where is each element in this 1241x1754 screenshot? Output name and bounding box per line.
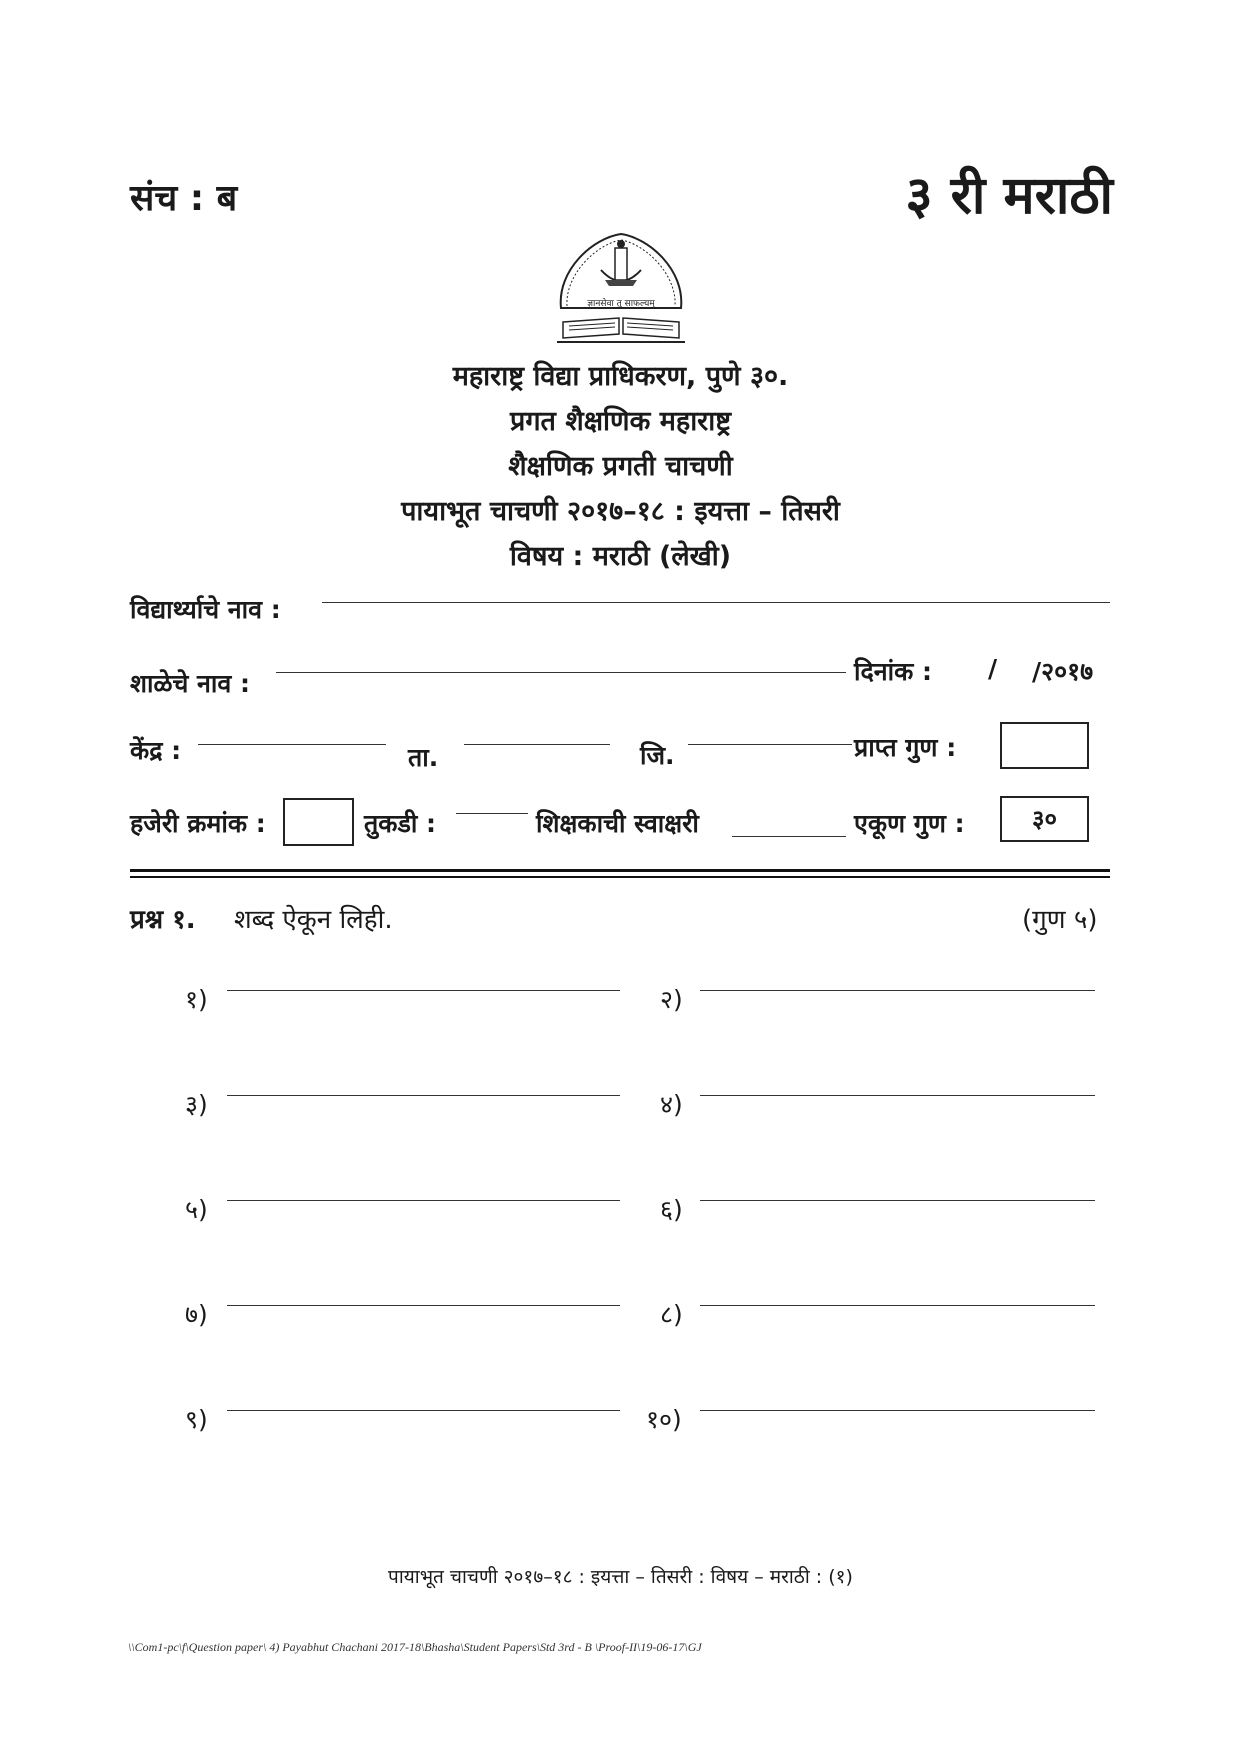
- file-path: \\Com1-pc\f\Question paper\ 4) Payabhut Chachani 2017-18\Bhasha\Student Papers\Std 3rd - B \Proof-II\19-06-17\GJ: [128, 1640, 702, 1654]
- answer-number: २): [660, 985, 683, 1014]
- answer-line[interactable]: [227, 990, 620, 991]
- answer-line[interactable]: [227, 1305, 620, 1306]
- date-separator: /: [988, 654, 998, 683]
- student-name-label: विद्यार्थ्याचे नाव :: [130, 595, 281, 624]
- answer-number: १०): [646, 1405, 682, 1434]
- date-year: /२०१७: [1032, 657, 1094, 686]
- roll-number-box[interactable]: [283, 798, 354, 846]
- answer-number: ३): [185, 1090, 208, 1119]
- answer-number: १): [185, 985, 208, 1014]
- set-label: संच : ब: [130, 178, 238, 219]
- board-logo-icon: [553, 230, 689, 348]
- total-marks-label: एकूण गुण :: [854, 809, 965, 838]
- answer-number: ५): [185, 1195, 208, 1224]
- student-name-field[interactable]: [322, 602, 1110, 603]
- taluka-field[interactable]: [464, 744, 610, 745]
- answer-line[interactable]: [700, 1305, 1095, 1306]
- answer-line[interactable]: [227, 1410, 620, 1411]
- test-name: शैक्षणिक प्रगती चाचणी: [508, 451, 733, 482]
- division-field[interactable]: [456, 813, 528, 814]
- answer-number: ६): [660, 1195, 683, 1224]
- question-marks: (गुण ५): [1022, 905, 1098, 935]
- answer-line[interactable]: [700, 990, 1095, 991]
- answer-line[interactable]: [700, 1095, 1095, 1096]
- separator-bottom: [130, 876, 1110, 878]
- school-name-field[interactable]: [276, 672, 846, 673]
- logo-motto: ज्ञानसेवा तु साफल्यम्: [587, 299, 655, 309]
- answer-line[interactable]: [227, 1095, 620, 1096]
- answer-number: ४): [660, 1090, 683, 1119]
- division-label: तुकडी :: [364, 809, 437, 838]
- obtained-marks-box[interactable]: [1000, 722, 1089, 769]
- exam-title: पायाभूत चाचणी २०१७–१८ : इयत्ता – तिसरी: [401, 496, 840, 527]
- programme-name: प्रगत शैक्षणिक महाराष्ट्र: [509, 406, 731, 437]
- taluka-label: ता.: [408, 743, 439, 772]
- subject-line: विषय : मराठी (लेखी): [509, 541, 732, 572]
- obtained-marks-label: प्राप्त गुण :: [854, 733, 957, 762]
- teacher-signature-field[interactable]: [732, 836, 846, 837]
- answer-line[interactable]: [700, 1200, 1095, 1201]
- page-footer: पायाभूत चाचणी २०१७–१८ : इयत्ता – तिसरी : विषय – मराठी : (१): [388, 1566, 853, 1588]
- date-label: दिनांक :: [854, 657, 933, 686]
- answer-number: ७): [185, 1300, 208, 1329]
- separator-top: [130, 869, 1110, 872]
- question-text: शब्द ऐकून लिही.: [234, 905, 393, 935]
- total-marks-box: ३०: [1000, 796, 1089, 842]
- district-label: जि.: [640, 741, 675, 770]
- subject-title: ३ री मराठी: [905, 166, 1113, 226]
- teacher-signature-label: शिक्षकाची स्वाक्षरी: [536, 809, 699, 838]
- answer-line[interactable]: [700, 1410, 1095, 1411]
- roll-number-label: हजेरी क्रमांक :: [130, 809, 266, 838]
- authority-name: महाराष्ट्र विद्या प्राधिकरण, पुणे ३०.: [452, 361, 789, 392]
- school-name-label: शाळेचे नाव :: [130, 669, 251, 698]
- answer-number: ९): [185, 1405, 208, 1434]
- centre-field[interactable]: [198, 744, 386, 745]
- answer-number: ८): [660, 1300, 683, 1329]
- district-field[interactable]: [688, 744, 852, 745]
- centre-label: केंद्र :: [130, 736, 182, 765]
- answer-line[interactable]: [227, 1200, 620, 1201]
- question-number: प्रश्न १.: [130, 905, 196, 935]
